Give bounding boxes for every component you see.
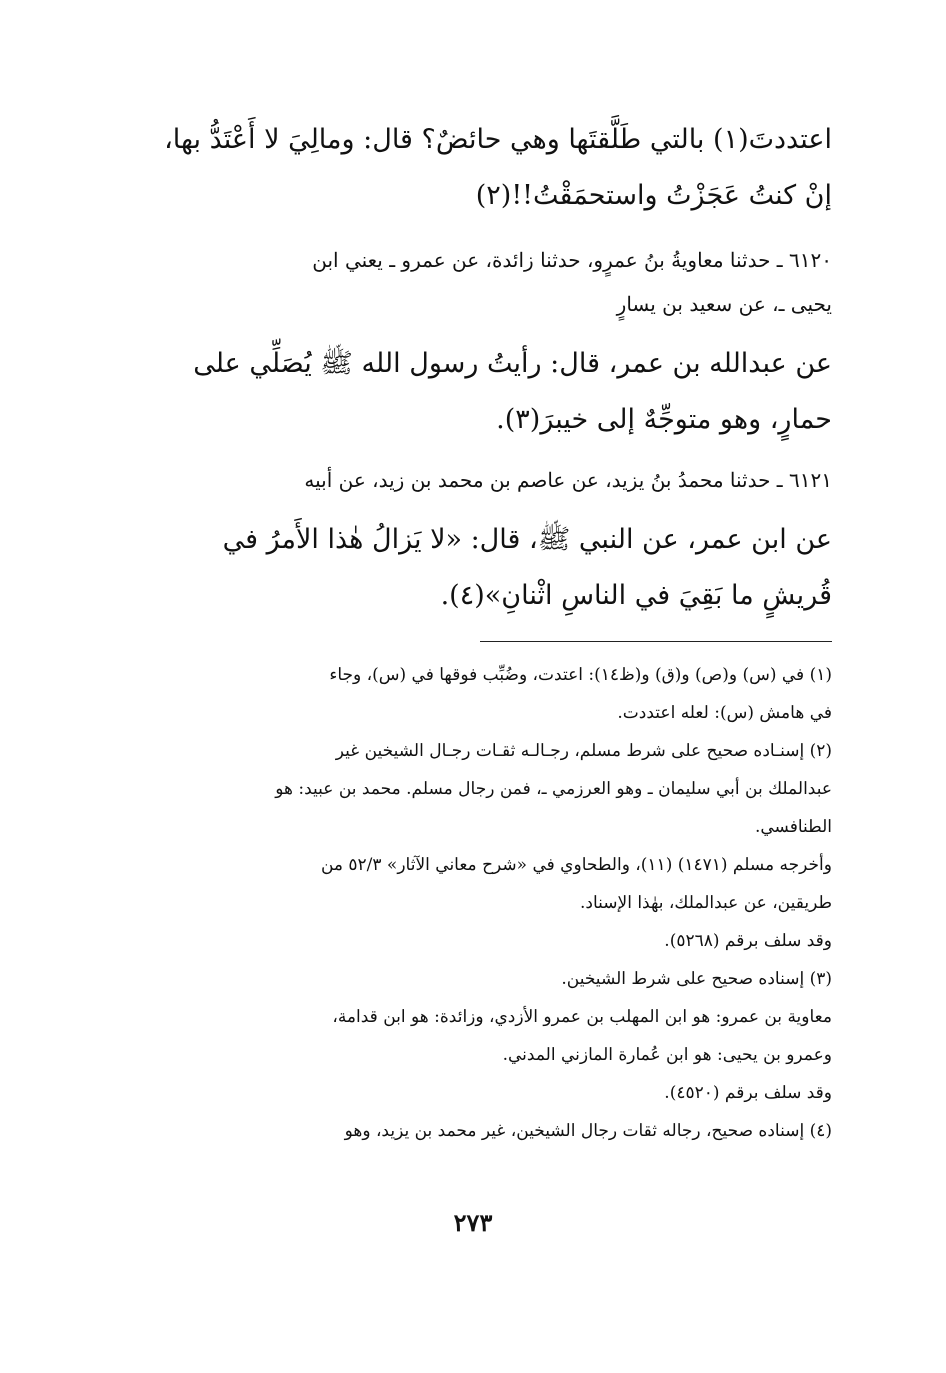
text-line: عن ابن عمر، عن النبي ﷺ، قال: «لا يَزالُ هٰذا الأَمرُ في bbox=[222, 524, 832, 555]
footnote-line: وعمرو بن يحيى: هو ابن عُمارة المازني المدني. bbox=[502, 1045, 832, 1065]
text-line: حمارٍ، وهو متوجِّهٌ إلى خيبرَ(٣). bbox=[496, 404, 832, 435]
text-line: عن عبدالله بن عمر، قال: رأيتُ رسول الله ﷺ يُصَلِّي على bbox=[193, 348, 832, 379]
footnote-line: وقد سلف برقم (٥٢٦٨). bbox=[664, 931, 832, 951]
hadith-6120-matn bbox=[132, 336, 832, 448]
text-line: ٦١٢١ ـ حدثنا محمدُ بنُ يزيد، عن عاصم بن محمد بن زيد، عن أبيه bbox=[304, 468, 832, 492]
footnote-line: في هامش (س): لعله اعتددت. bbox=[617, 703, 832, 723]
hadith-6121-isnad bbox=[132, 458, 832, 502]
footnote-line: وقد سلف برقم (٤٥٢٠). bbox=[664, 1083, 832, 1103]
text-line: قُريشٍ ما بَقِيَ في الناسِ اثْنانِ»(٤). bbox=[440, 580, 832, 611]
page-number: ٢٧٣ bbox=[453, 1208, 493, 1237]
text-line: يحيى ـ، عن سعيد بن يسارٍ bbox=[616, 292, 832, 316]
footnote-line: طريقين، عن عبدالملك، بهٰذا الإسناد. bbox=[579, 893, 832, 913]
footnote-line: (٣) إسناده صحيح على شرط الشيخين. bbox=[561, 969, 832, 989]
footnote-line: معاوية بن عمرو: هو ابن المهلب بن عمرو الأزدي، وزائدة: هو ابن قدامة، bbox=[332, 1007, 832, 1027]
footnote-line: (١) في (س) و(ص) و(ق) و(ظ١٤): اعتدت، وضُبِّب فوقها في (س)، وجاء bbox=[329, 665, 832, 685]
text-line: اعتددتَ(١) بالتي طَلَّقتَها وهي حائضٌ؟ قال: ومالِيَ لا أَعْتَدُّ بها، bbox=[164, 124, 832, 155]
hadith-6120-isnad bbox=[132, 238, 832, 326]
footnote-line: (٤) إسناده صحيح، رجاله ثقات رجال الشيخين، غير محمد بن يزيد، وهو bbox=[344, 1121, 832, 1141]
footnote-separator bbox=[480, 641, 832, 642]
main-paragraph-1 bbox=[132, 112, 832, 224]
footnote-line: (٢) إسنـاده صحيح على شرط مسلم، رجـالـه ثقـات رجـال الشيخين غير bbox=[335, 741, 832, 761]
hadith-6121-matn bbox=[132, 512, 832, 624]
footnote-line: الطنافسي. bbox=[754, 817, 832, 837]
text-line: ٦١٢٠ ـ حدثنا معاويةُ بنُ عمرٍو، حدثنا زائدة، عن عمرو ـ يعني ابن bbox=[312, 248, 832, 272]
footnote-line: وأخرجه مسلم (١٤٧١) (١١)، والطحاوي في «شرح معاني الآثار» ٥٢/٣ من bbox=[320, 855, 832, 875]
footnotes bbox=[132, 656, 832, 1150]
text-line: إنْ كنتُ عَجَزْتُ واستحمَقْتُ!!(٢) bbox=[475, 180, 832, 211]
footnote-line: عبدالملك بن أبي سليمان ـ وهو العرزمي ـ، فمن رجال مسلم. محمد بن عبيد: هو bbox=[275, 779, 832, 799]
